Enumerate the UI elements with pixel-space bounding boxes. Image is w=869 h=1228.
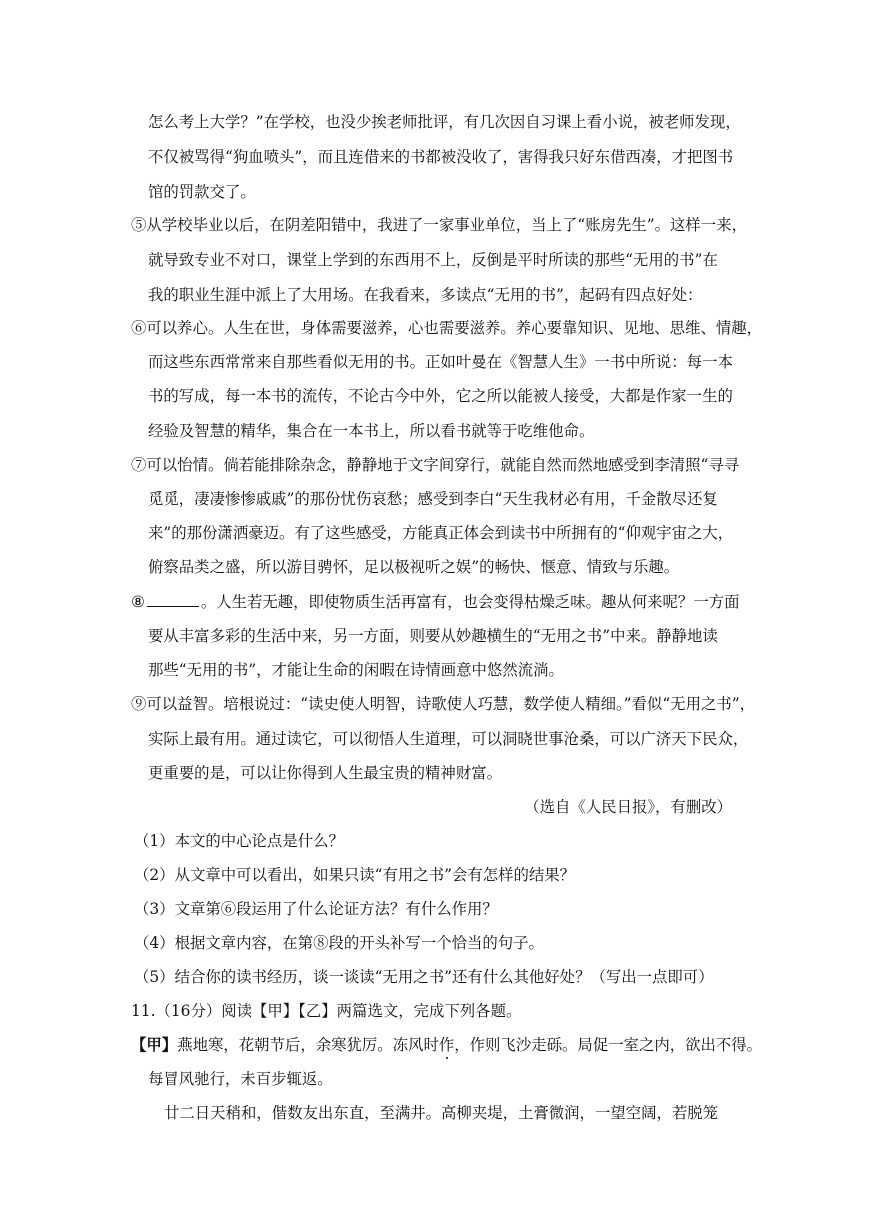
passage-jia-line — [131, 1035, 762, 1057]
fill-in-blank — [147, 591, 199, 607]
paragraph-8-text: 。人生若无趣，即使物质生活再富有，也会变得枯燥乏味。趣从何来呢？一方面 — [200, 593, 740, 611]
question-3: （3）文章第⑥段运用了什么论证方法？有什么作用？ — [134, 900, 498, 918]
passage-text: 燕地寒，花朝节后，余寒犹厉。冻风时 — [177, 1036, 439, 1054]
paragraph-6-line: 而这些东西常常来自那些看似无用的书。正如叶曼在《智慧人生》一书中所说：每一本 — [148, 353, 733, 371]
text-line: 怎么考上大学？”在学校，也没少挨老师批评，有几次因自习课上看小说，被老师发现， — [148, 113, 741, 131]
paragraph-9-line: 更重要的是，可以让你得到人生最宝贵的精神财富。 — [148, 764, 502, 782]
paragraph-8-line: 那些“无用的书”，才能让生命的闲暇在诗情画意中悠然流淌。 — [148, 661, 564, 679]
paragraph-7-line: ⑦可以怡情。倘若能排除杂念，静静地于文字间穿行，就能自然而然地感受到李清照“寻寻 — [131, 456, 740, 474]
paragraph-5-line: 我的职业生涯中派上了大用场。在我看来，多读点“无用的书”，起码有四点好处： — [148, 286, 703, 304]
passage-text: ，作则飞沙走砾。局促一室之内，欲出不得。 — [454, 1036, 763, 1054]
question-4: （4）根据文章内容，在第⑧段的开头补写一个恰当的句子。 — [134, 934, 544, 952]
paragraph-5-line: ⑤从学校毕业以后，在阴差阳错中，我进了一家事业单位，当上了“账房先生”。这样一来， — [131, 216, 747, 234]
paragraph-7-line: 觅觅，凄凄惨惨戚戚”的那份忧伤哀愁；感受到李白“天生我材必有用，千金散尽还复 — [148, 490, 718, 508]
paragraph-9-line: 实际上最有用。通过读它，可以彻悟人生道理，可以洞晓世事沧桑，可以广济天下民众， — [148, 730, 749, 748]
paragraph-7-line: 来”的那份潇洒豪迈。有了这些感受，方能真正体会到读书中所拥有的“仰观宇宙之大， — [148, 524, 734, 542]
paragraph-8-line: 要从丰富多彩的生活中来，另一方面，则要从妙趣横生的“无用之书”中来。静静地读 — [148, 627, 718, 645]
text-line: 馆的罚款交了。 — [148, 183, 256, 201]
paragraph-5-line: 就导致专业不对口，课堂上学到的东西用不上，反倒是平时所读的那些“无用的书”在 — [148, 251, 718, 269]
paragraph-number: ⑧ — [131, 593, 145, 611]
paragraph-6-line: 经验及智慧的精华，集合在一本书上，所以看书就等于吃维他命。 — [148, 422, 595, 440]
question-11-heading: 11.（16分）阅读【甲】【乙】两篇选文，完成下列各题。 — [131, 1002, 522, 1020]
paragraph-6-line: 书的写成，每一本书的流传，不论古今中外，它之所以能被人接受，大都是作家一生的 — [148, 387, 733, 405]
question-5: （5）结合你的读书经历，谈一谈读“无用之书”还有什么其他好处？（写出一点即可） — [134, 968, 714, 986]
question-1: （1）本文的中心论点是什么？ — [134, 832, 344, 850]
paragraph-9-line: ⑨可以益智。培根说过：“读史使人明智，诗歌使人巧慧，数学使人精细。”看似“无用之书”， — [131, 695, 756, 713]
paragraph-8-line — [131, 591, 740, 613]
question-2: （2）从文章中可以看出，如果只读“有用之书”会有怎样的结果？ — [134, 866, 576, 884]
paragraph-6-line: ⑥可以养心。人生在世，身体需要滋养，心也需要滋养。养心要靠知识、见地、思维、情趣， — [131, 319, 763, 337]
emphasis-dot-char: 作 — [438, 1036, 455, 1054]
source-citation: （选自《人民日报》，有删改） — [524, 798, 732, 816]
paragraph-7-line: 俯察品类之盛，所以游目骋怀，足以极视听之娱”的畅快、惬意、情致与乐趣。 — [148, 558, 680, 576]
text-line: 不仅被骂得“狗血喷头”，而且连借来的书都被没收了，害得我只好东借西凑，才把图书 — [148, 148, 734, 166]
passage-jia-line: 每冒风驰行，未百步辄返。 — [148, 1070, 333, 1088]
passage-label: 【甲】 — [131, 1036, 178, 1054]
passage-jia-line: 廿二日天稍和，偕数友出东直，至满井。高柳夹堤，土膏微润，一望空阔，若脱笼 — [164, 1104, 719, 1122]
